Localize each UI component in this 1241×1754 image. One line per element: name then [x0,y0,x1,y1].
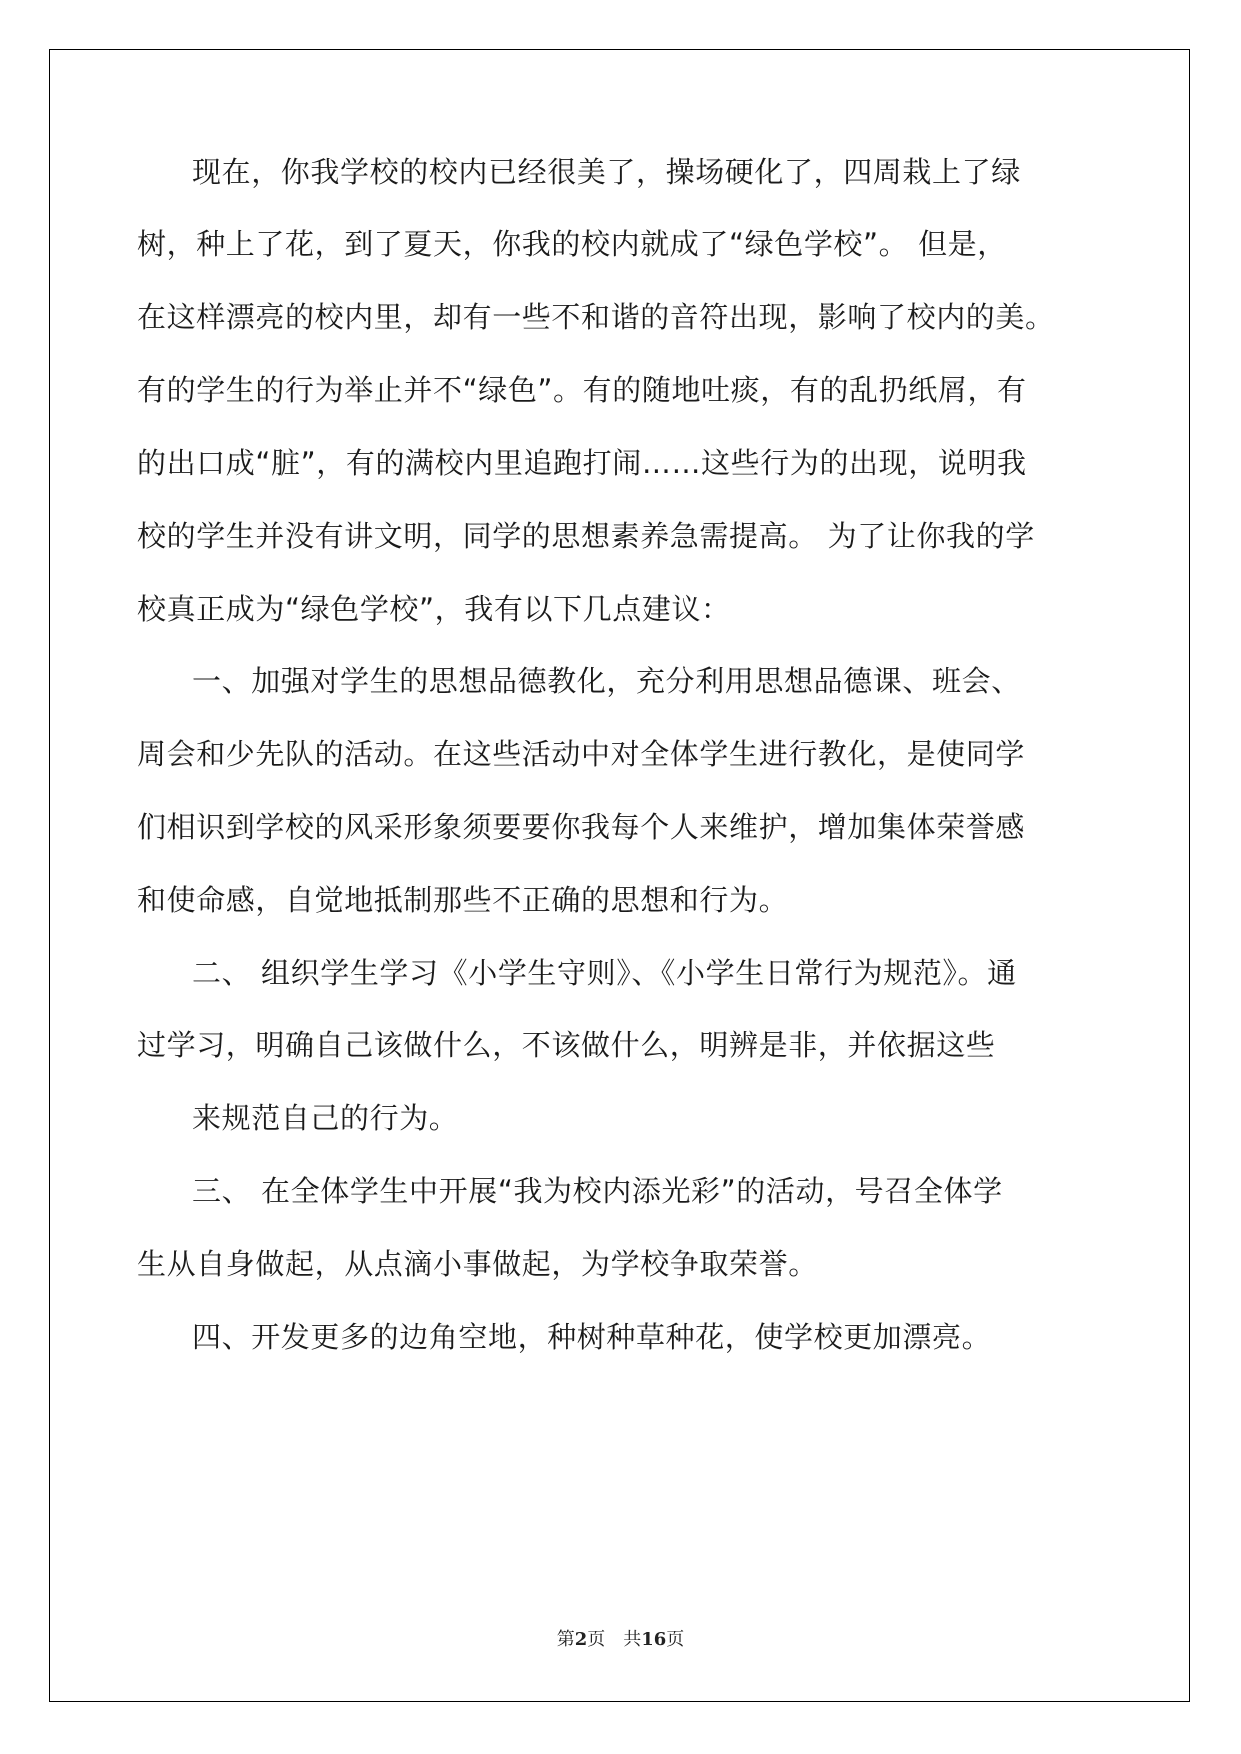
text-line: 和使命感，自觉地抵制那些不正确的思想和行为。 [137,883,789,917]
total-suffix: 页 [666,1629,685,1650]
page-number: 2 [574,1629,588,1650]
text-line: 的出口成“脏”，有的满校内里追跑打闹……这些行为的出现，说明我 [137,446,1027,480]
text-line: 校的学生并没有讲文明，同学的思想素养急需提高。 为了让你我的学 [137,519,1035,553]
text-line: 树，种上了花，到了夏天，你我的校内就成了“绿色学校”。 但是， [137,227,1007,261]
text-line: 生从自身做起，从点滴小事做起，为学校争取荣誉。 [137,1247,818,1281]
text-line: 一、加强对学生的思想品德教化，充分利用思想品德课、班会、 [192,664,1021,698]
text-line: 们相识到学校的风采形象须要要你我每个人来维护，增加集体荣誉感 [137,810,1026,844]
page-suffix: 页 [587,1629,606,1650]
total-pages: 16 [641,1629,667,1650]
text-line: 周会和少先队的活动。在这些活动中对全体学生进行教化，是使同学 [137,737,1026,771]
text-line: 二、 组织学生学习《小学生守则》、《小学生日常行为规范》。通 [192,956,1017,990]
text-line: 过学习，明确自己该做什么，不该做什么，明辨是非，并依据这些 [137,1028,996,1062]
text-line: 在这样漂亮的校内里，却有一些不和谐的音符出现，影响了校内的美。 [137,300,1055,334]
text-line: 三、 在全体学生中开展“我为校内添光彩”的活动，号召全体学 [192,1174,1003,1208]
page-footer [0,1628,1241,1652]
page-prefix: 第 [556,1629,575,1650]
text-line: 四、开发更多的边角空地，种树种草种花，使学校更加漂亮。 [192,1320,992,1354]
text-line: 来规范自己的行为。 [192,1101,459,1135]
text-line: 有的学生的行为举止并不“绿色”。有的随地吐痰，有的乱扔纸屑，有 [137,373,1027,407]
total-prefix: 共 [623,1629,642,1650]
text-line: 现在，你我学校的校内已经很美了，操场硬化了，四周栽上了绿 [192,155,1021,189]
text-line: 校真正成为“绿色学校”，我有以下几点建议： [137,592,731,626]
